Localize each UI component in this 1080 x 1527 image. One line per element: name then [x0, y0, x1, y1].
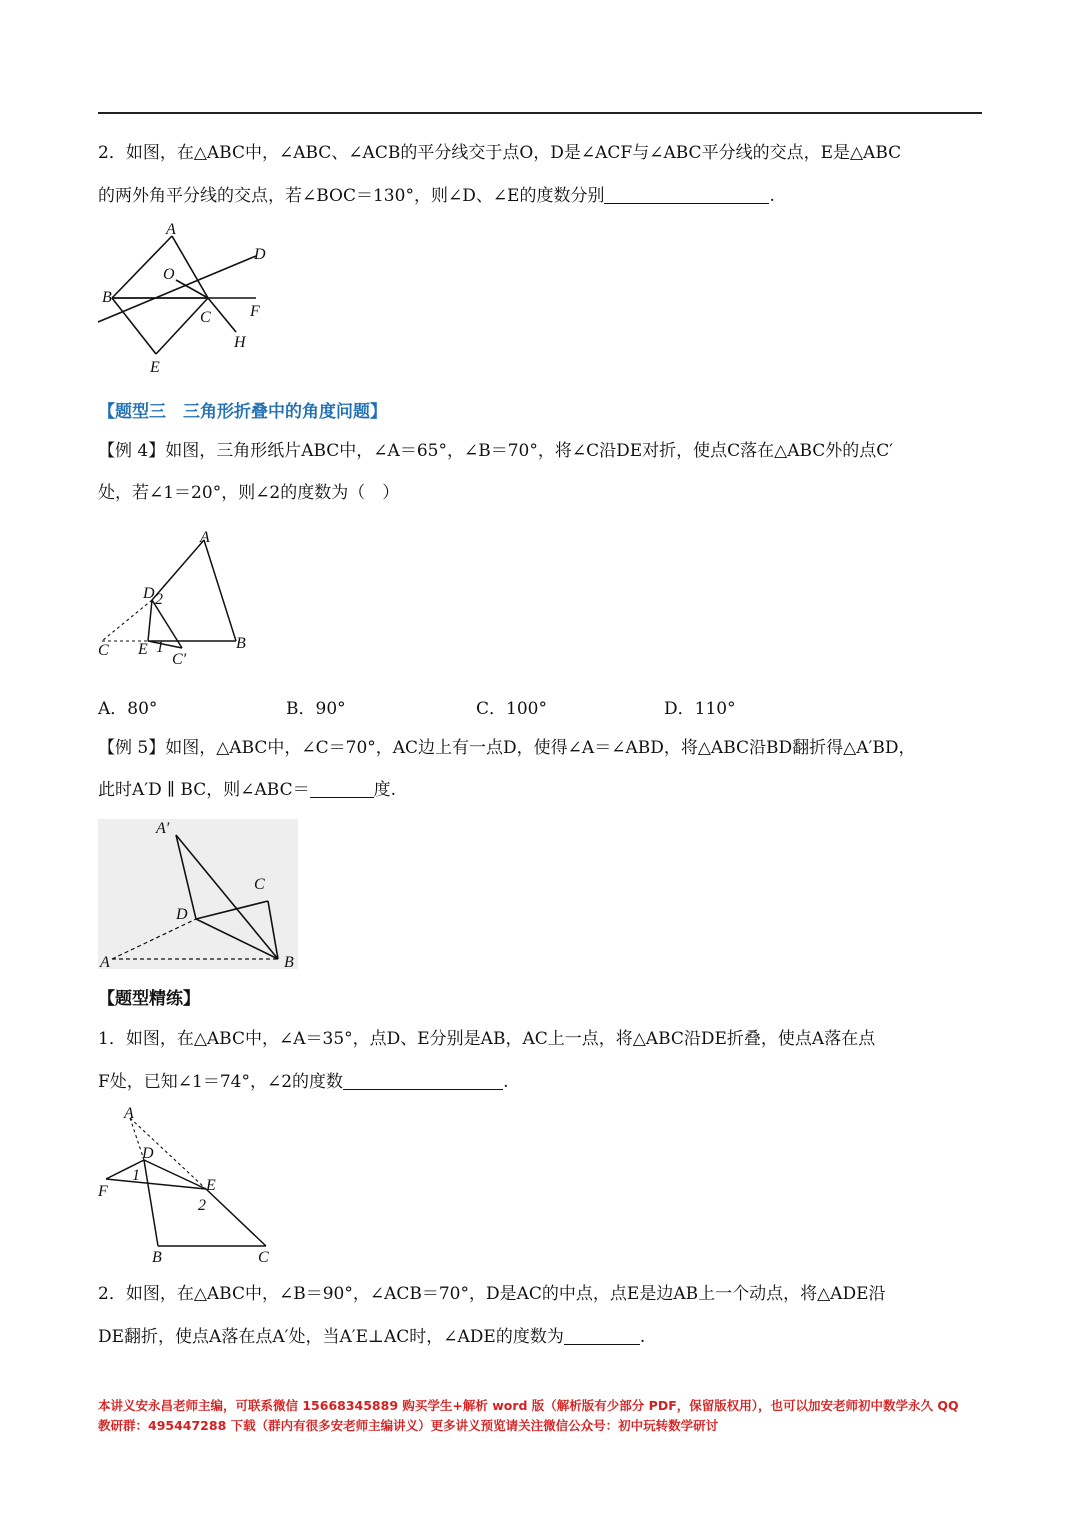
- practice2-line2: [98, 1326, 645, 1348]
- problem2-line2: [98, 185, 775, 207]
- label-angle2: 2: [198, 1197, 206, 1214]
- label-angle1: 1: [132, 1167, 140, 1184]
- practice1-line1: 1．如图，在△ABC中，∠A＝35°，点D、E分别是AB，AC上一点，将△ABC沿DE折叠，使点A落在点: [98, 1029, 876, 1049]
- practice-title: 【题型精练】: [98, 989, 200, 1009]
- problem2-line2-end: .: [769, 186, 775, 206]
- option-a-letter: A．: [98, 699, 128, 719]
- label-F: F: [250, 303, 260, 320]
- footer-line2: 教研群：495447288 下载（群内有很多安老师主编讲义）更多讲义预览请关注微信公众号：初中玩转数学研讨: [98, 1418, 719, 1433]
- label-C: C: [98, 642, 109, 659]
- option-c[interactable]: [476, 694, 547, 719]
- label-B: B: [236, 635, 246, 652]
- option-d-value: 110°: [694, 699, 736, 719]
- label-angle2: 2: [155, 591, 163, 608]
- problem2-line2-text: 的两外角平分线的交点，若∠BOC＝130°，则∠D、∠E的度数分别: [98, 186, 605, 206]
- label-Cprime: C′: [172, 651, 187, 668]
- label-C: C: [258, 1249, 269, 1266]
- label-A: A: [100, 954, 110, 969]
- footer-note: [98, 1396, 988, 1436]
- practice2-line1: 2．如图，在△ABC中，∠B＝90°，∠ACB＝70°，D是AC的中点，点E是边AB上一个动点，将△ADE沿: [98, 1284, 886, 1304]
- problem2-line1: 2．如图，在△ABC中，∠ABC、∠ACB的平分线交于点O，D是∠ACF与∠ABC平分线的交点，E是△ABC: [98, 143, 902, 163]
- label-D: D: [254, 246, 266, 263]
- answer-blank[interactable]: [564, 1326, 640, 1345]
- option-d[interactable]: [664, 694, 736, 719]
- figure-fold-a: [96, 1104, 286, 1266]
- option-b-value: 90°: [315, 699, 346, 719]
- option-d-letter: D．: [664, 699, 695, 719]
- option-c-letter: C．: [476, 699, 507, 719]
- label-F: F: [98, 1183, 108, 1200]
- practice2-line2-text: DE翻折，使点A落在点A′处，当A′E⊥AC时，∠ADE的度数为: [98, 1327, 564, 1347]
- label-H: H: [234, 334, 246, 351]
- figure-bisectors: [96, 222, 286, 382]
- answer-blank[interactable]: [604, 185, 769, 204]
- practice1-line2: [98, 1071, 508, 1093]
- label-C: C: [200, 309, 211, 326]
- label-B: B: [284, 954, 294, 969]
- label-A: A: [166, 222, 176, 238]
- example4-line1: 【例 4】如图，三角形纸片ABC中，∠A＝65°，∠B＝70°，将∠C沿DE对折，使点C落在△ABC外的点C′: [98, 441, 894, 461]
- label-E: E: [150, 359, 160, 376]
- label-angle1: 1: [156, 639, 164, 656]
- practice2-line2-end: .: [639, 1327, 646, 1347]
- option-b-letter: B．: [286, 699, 316, 719]
- label-D: D: [143, 585, 155, 602]
- label-B: B: [102, 289, 112, 306]
- header-rule: [98, 112, 982, 114]
- label-O: O: [163, 266, 175, 283]
- figure-flip-triangle: [98, 819, 298, 969]
- footer-line1: 本讲义安永昌老师主编，可联系微信 15668345889 购买学生+解析 word 版（解析版有少部分 PDF，保留版权用），也可以加安老师初中数学永久 QQ: [98, 1398, 959, 1413]
- option-a[interactable]: [98, 694, 157, 719]
- label-E: E: [206, 1177, 216, 1194]
- option-a-value: 80°: [127, 699, 158, 719]
- label-A: A: [124, 1105, 134, 1122]
- label-C: C: [254, 876, 265, 893]
- example5-line2: [98, 779, 396, 801]
- practice1-line2-text: F处，已知∠1＝74°，∠2的度数: [98, 1072, 344, 1092]
- label-A: A: [200, 529, 210, 546]
- label-D: D: [142, 1145, 154, 1162]
- example5-line2-text: 此时A′D ∥ BC，则∠ABC＝: [98, 780, 310, 800]
- label-E: E: [138, 641, 148, 658]
- answer-blank[interactable]: [310, 779, 374, 798]
- label-B: B: [152, 1249, 162, 1266]
- answer-blank[interactable]: [343, 1071, 503, 1090]
- label-Aprime: A′: [156, 820, 170, 837]
- figure-fold-triangle: [96, 528, 256, 668]
- example4-line2: 处，若∠1＝20°，则∠2的度数为（ ）: [98, 483, 400, 503]
- section-title: 【题型三 三角形折叠中的角度问题】: [98, 402, 387, 422]
- example5-line2-end: 度.: [373, 780, 396, 800]
- option-c-value: 100°: [506, 699, 547, 719]
- option-b[interactable]: [286, 694, 346, 719]
- label-D: D: [176, 906, 188, 923]
- example5-line1: 【例 5】如图，△ABC中，∠C＝70°，AC边上有一点D，使得∠A＝∠ABD，将△ABC沿BD翻折得△A′BD，: [98, 738, 916, 758]
- practice1-line2-end: .: [503, 1072, 509, 1092]
